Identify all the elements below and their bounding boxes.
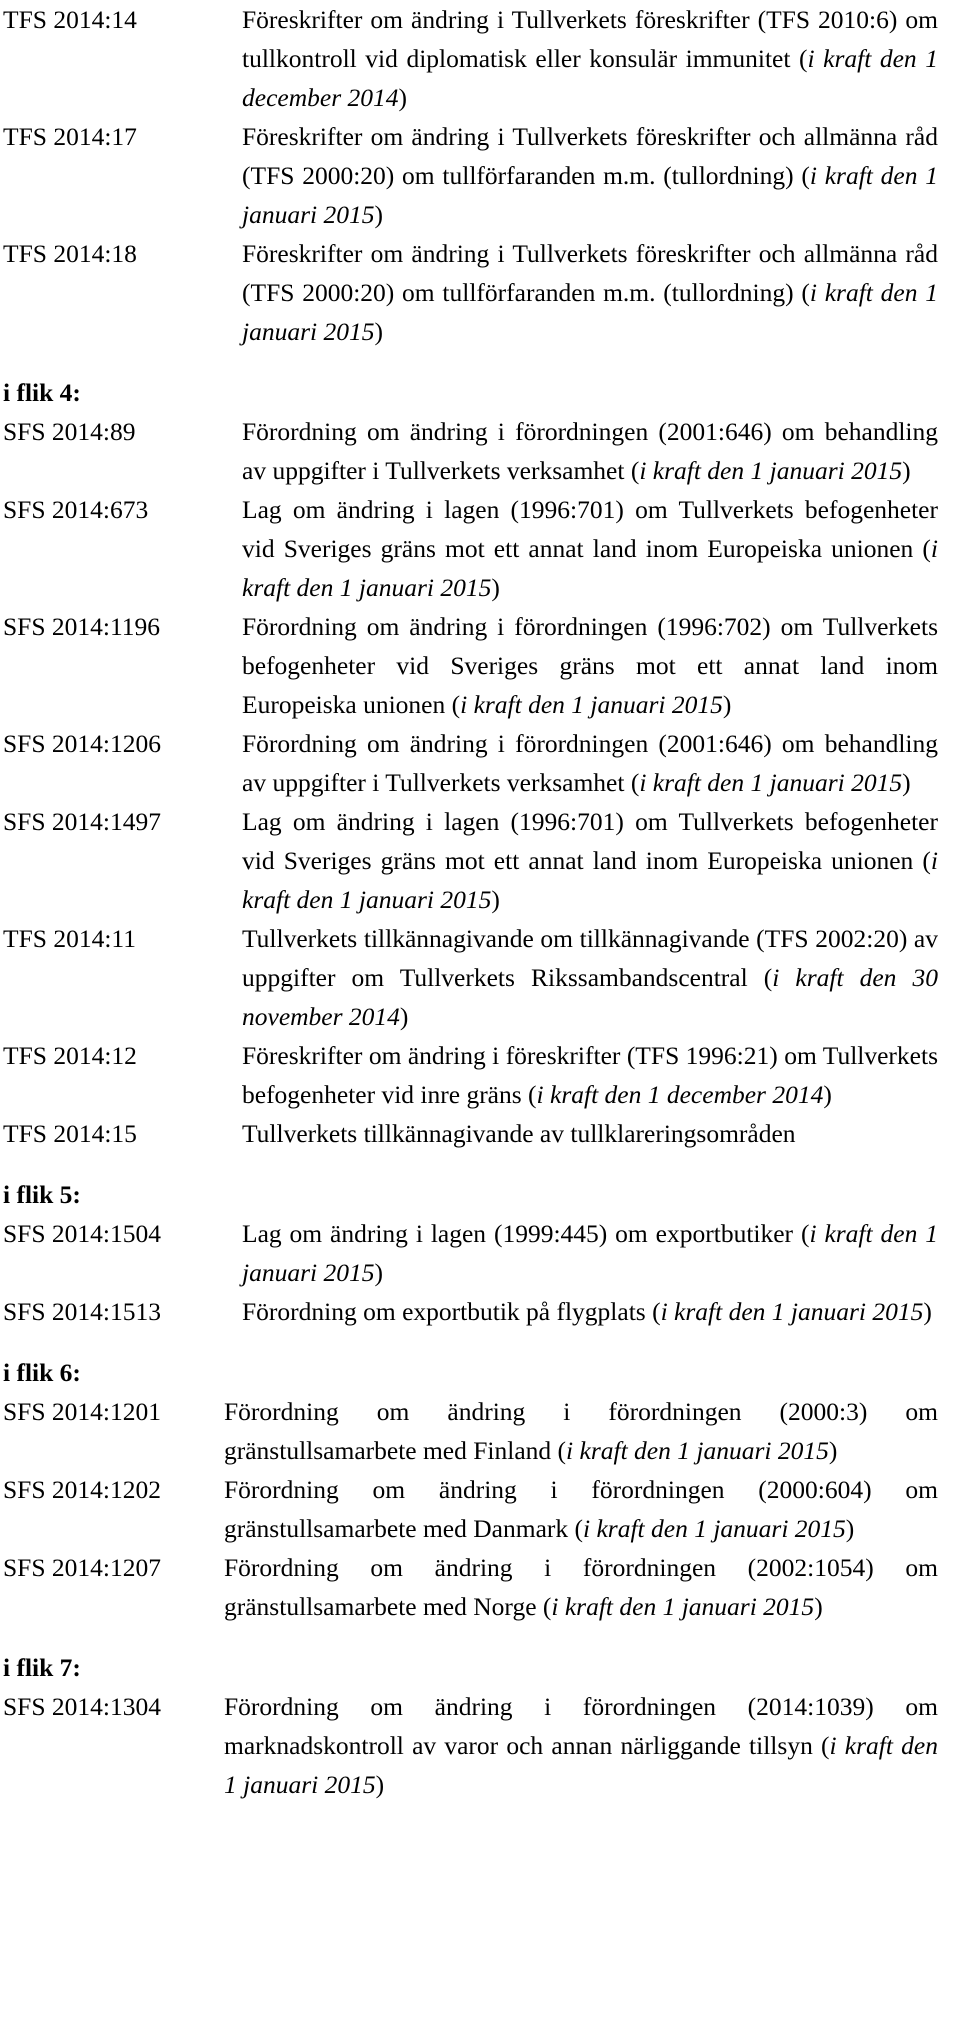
document-code: SFS 2014:673: [3, 495, 149, 524]
description-text: Föreskrifter om ändring i Tullverkets föreskrifter (TFS 2010:6) om tullkontroll vid diplomatisk eller konsulär immunitet (: [242, 5, 938, 73]
section: [3, 1353, 938, 1626]
effective-date-note: i kraft den 1 januari 2015: [242, 846, 938, 914]
effective-date-note: i kraft den 1 december 2014: [536, 1080, 824, 1109]
document-code: SFS 2014:1497: [3, 807, 162, 836]
description-text: Förordning om ändring i förordningen (2000:3) om gränstullsamarbete med Finland (: [224, 1397, 938, 1465]
document-code: SFS 2014:1206: [3, 729, 162, 758]
effective-date-note: i kraft den 1 januari 2015: [242, 161, 938, 229]
effective-date-note: i kraft den 1 december 2014: [242, 44, 938, 112]
closing-paren: ): [845, 1514, 855, 1543]
document-description: [242, 802, 938, 919]
effective-date-note: i kraft den 1 januari 2015: [551, 1592, 815, 1621]
description-text: Tullverkets tillkännagivande av tullklareringsområden: [242, 1119, 796, 1148]
effective-date-note: i kraft den 1 januari 2015: [224, 1731, 938, 1799]
closing-paren: ): [814, 1592, 823, 1621]
document-code: TFS 2014:17: [3, 122, 137, 151]
closing-paren: ): [923, 1297, 932, 1326]
list-item: [3, 1214, 938, 1292]
document-description: [224, 1470, 938, 1548]
effective-date-note: i kraft den 1 januari 2015: [583, 1514, 846, 1543]
closing-paren: ): [902, 456, 911, 485]
effective-date-note: i kraft den 1 januari 2015: [660, 1297, 924, 1326]
list-item: [3, 1036, 938, 1114]
closing-paren: ): [398, 83, 407, 112]
closing-paren: ): [491, 885, 500, 914]
description-text: Förordning om exportbutik på flygplats (: [242, 1297, 661, 1326]
document-code: SFS 2014:1201: [3, 1397, 162, 1426]
closing-paren: ): [399, 1002, 409, 1031]
document-description: [242, 607, 938, 724]
section-heading: i flik 6:: [3, 1358, 81, 1387]
document-description: [242, 117, 938, 234]
document-description: [242, 919, 938, 1036]
section-heading: i flik 5:: [3, 1180, 81, 1209]
effective-date-note: i kraft den 1 januari 2015: [242, 534, 938, 602]
document-description: [242, 1292, 938, 1331]
effective-date-note: i kraft den 1 januari 2015: [242, 1219, 938, 1287]
document-description: [242, 1114, 938, 1153]
document-code: SFS 2014:1196: [3, 612, 161, 641]
closing-paren: ): [823, 1080, 832, 1109]
document-code: TFS 2014:18: [3, 239, 137, 268]
document-code: SFS 2014:89: [3, 417, 136, 446]
list-item: [3, 490, 938, 607]
list-item: [3, 234, 938, 351]
document-description: [242, 1036, 938, 1114]
list-item: [3, 1687, 938, 1804]
list-item: [3, 0, 938, 117]
effective-date-note: i kraft den 1 januari 2015: [242, 278, 938, 346]
list-item: [3, 919, 938, 1036]
closing-paren: ): [491, 573, 500, 602]
document-description: [242, 724, 938, 802]
list-item: [3, 802, 938, 919]
description-text: Lag om ändring i lagen (1999:445) om exportbutiker (: [242, 1219, 810, 1248]
document-code: SFS 2014:1513: [3, 1297, 162, 1326]
effective-date-note: i kraft den 1 januari 2015: [566, 1436, 829, 1465]
document-description: [242, 412, 938, 490]
document-description: [242, 234, 938, 351]
document-code: TFS 2014:11: [3, 924, 136, 953]
list-item: [3, 1392, 938, 1470]
description-text: Förordning om ändring i förordningen (2002:1054) om gränstullsamarbete med Norge (: [224, 1553, 938, 1621]
description-text: Föreskrifter om ändring i Tullverkets föreskrifter och allmänna råd (TFS 2000:20) om tullförfaranden m.m. (tullordning) (: [242, 239, 938, 307]
document-description: [242, 0, 938, 117]
document-description: [224, 1392, 938, 1470]
document-code: TFS 2014:15: [3, 1119, 137, 1148]
description-text: Föreskrifter om ändring i Tullverkets föreskrifter och allmänna råd (TFS 2000:20) om tullförfaranden m.m. (tullordning) (: [242, 122, 938, 190]
document-code: TFS 2014:14: [3, 5, 137, 34]
effective-date-note: i kraft den 1 januari 2015: [460, 690, 723, 719]
closing-paren: ): [374, 200, 383, 229]
description-text: Förordning om ändring i förordningen (1996:702) om Tullverkets befogenheter vid Sveriges gräns mot ett annat land inom Europeiska unionen (: [242, 612, 938, 719]
document-code: SFS 2014:1202: [3, 1475, 162, 1504]
section: [3, 373, 938, 1153]
effective-date-note: i kraft den 1 januari 2015: [639, 768, 903, 797]
document-code: SFS 2014:1504: [3, 1219, 162, 1248]
closing-paren: ): [722, 690, 732, 719]
description-text: Tullverkets tillkännagivande om tillkännagivande (TFS 2002:20) av uppgifter om Tullverkets Rikssambandscentral (: [242, 924, 938, 992]
closing-paren: ): [902, 768, 911, 797]
closing-paren: ): [828, 1436, 838, 1465]
description-text: Förordning om ändring i förordningen (2001:646) om behandling av uppgifter i Tullverkets verksamhet (: [242, 729, 938, 797]
section-heading: i flik 7:: [3, 1653, 81, 1682]
document-code: SFS 2014:1304: [3, 1692, 162, 1721]
list-item: [3, 1470, 938, 1548]
description-text: Förordning om ändring i förordningen (2000:604) om gränstullsamarbete med Danmark (: [224, 1475, 938, 1543]
document-description: [224, 1687, 938, 1804]
list-item: [3, 412, 938, 490]
effective-date-note: i kraft den 1 januari 2015: [639, 456, 903, 485]
list-item: [3, 607, 938, 724]
document-code: SFS 2014:1207: [3, 1553, 162, 1582]
list-item: [3, 117, 938, 234]
description-text: Lag om ändring i lagen (1996:701) om Tullverkets befogenheter vid Sveriges gräns mot ett annat land inom Europeiska unionen (: [242, 495, 938, 563]
document-description: [224, 1548, 938, 1626]
list-item: [3, 724, 938, 802]
document-description: [242, 1214, 938, 1292]
closing-paren: ): [374, 1258, 383, 1287]
document-description: [242, 490, 938, 607]
section: [3, 0, 938, 351]
document-code: TFS 2014:12: [3, 1041, 137, 1070]
section: [3, 1175, 938, 1331]
list-item: [3, 1114, 938, 1153]
description-text: Förordning om ändring i förordningen (2001:646) om behandling av uppgifter i Tullverkets verksamhet (: [242, 417, 938, 485]
description-text: Förordning om ändring i förordningen (2014:1039) om marknadskontroll av varor och annan närliggande tillsyn (: [224, 1692, 938, 1760]
description-text: Föreskrifter om ändring i föreskrifter (TFS 1996:21) om Tullverkets befogenheter vid inre gräns (: [242, 1041, 938, 1109]
list-item: [3, 1548, 938, 1626]
list-item: [3, 1292, 938, 1331]
section-heading: i flik 4:: [3, 378, 81, 407]
description-text: Lag om ändring i lagen (1996:701) om Tullverkets befogenheter vid Sveriges gräns mot ett annat land inom Europeiska unionen (: [242, 807, 938, 875]
effective-date-note: i kraft den 30 november 2014: [242, 963, 938, 1031]
closing-paren: ): [375, 1770, 385, 1799]
closing-paren: ): [374, 317, 383, 346]
section: [3, 1648, 938, 1804]
